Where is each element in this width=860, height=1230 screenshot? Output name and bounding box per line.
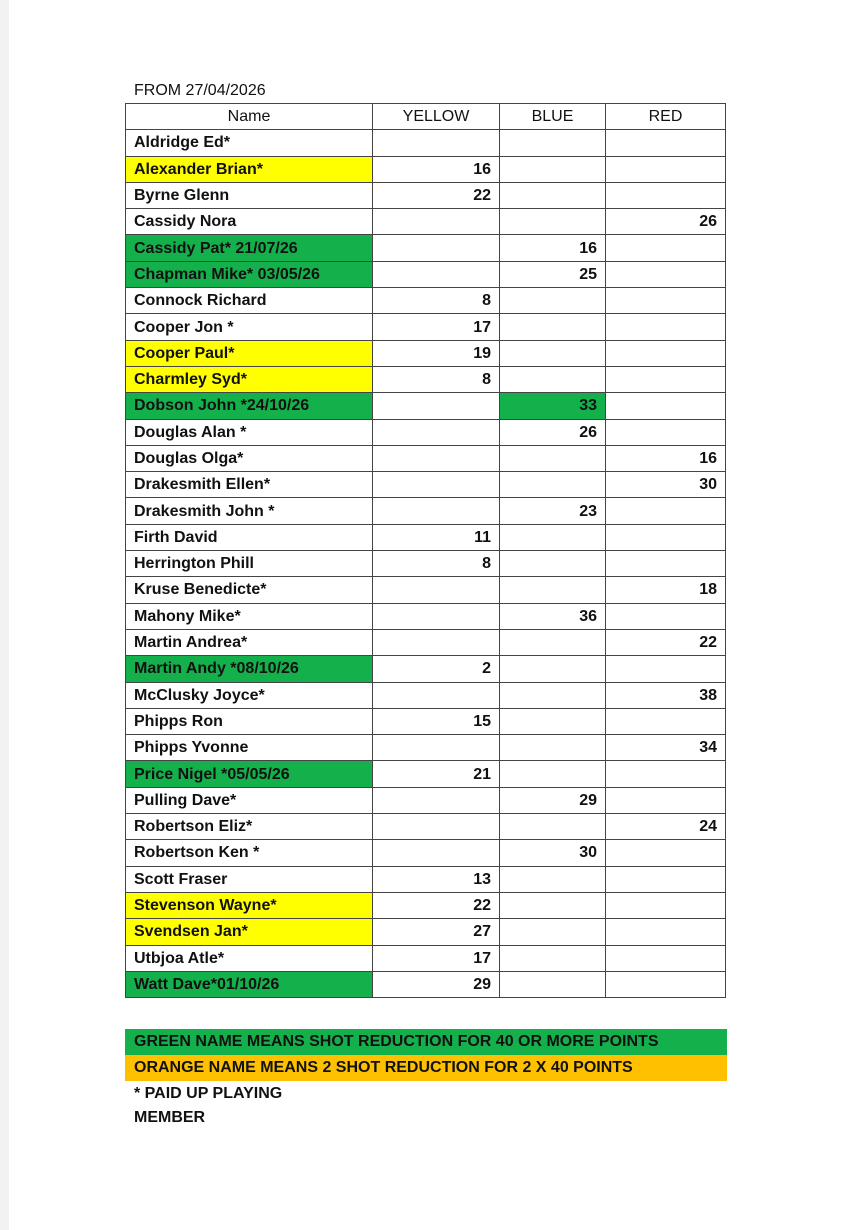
table-row xyxy=(126,761,726,787)
player-name-cell: Price Nigel *05/05/26 xyxy=(126,761,373,787)
blue-score-cell: 29 xyxy=(500,787,606,813)
yellow-score-cell: 27 xyxy=(373,919,500,945)
yellow-score-cell: 8 xyxy=(373,551,500,577)
yellow-score-cell xyxy=(373,419,500,445)
blue-score-cell xyxy=(500,919,606,945)
player-name-cell: Herrington Phill xyxy=(126,551,373,577)
blue-score-cell xyxy=(500,892,606,918)
legend-green: GREEN NAME MEANS SHOT REDUCTION FOR 40 OR MORE POINTS xyxy=(125,1029,727,1055)
blue-score-cell xyxy=(500,340,606,366)
red-score-cell xyxy=(606,524,726,550)
yellow-score-cell: 15 xyxy=(373,708,500,734)
red-score-cell xyxy=(606,235,726,261)
yellow-score-cell xyxy=(373,445,500,471)
table-row xyxy=(126,551,726,577)
blue-score-cell xyxy=(500,945,606,971)
table-row xyxy=(126,288,726,314)
footnote-line-1: * PAID UP PLAYING xyxy=(134,1085,283,1102)
player-name-cell: Charmley Syd* xyxy=(126,366,373,392)
player-name-cell: Drakesmith Ellen* xyxy=(126,472,373,498)
yellow-score-cell: 21 xyxy=(373,761,500,787)
red-score-cell: 38 xyxy=(606,682,726,708)
player-name-cell: Svendsen Jan* xyxy=(126,919,373,945)
blue-score-cell xyxy=(500,708,606,734)
blue-score-cell xyxy=(500,577,606,603)
red-score-cell xyxy=(606,919,726,945)
red-score-cell xyxy=(606,419,726,445)
yellow-score-cell: 2 xyxy=(373,656,500,682)
player-name-cell: Alexander Brian* xyxy=(126,156,373,182)
table-row xyxy=(126,393,726,419)
table-row xyxy=(126,656,726,682)
table-row xyxy=(126,814,726,840)
player-name-cell: Firth David xyxy=(126,524,373,550)
red-score-cell xyxy=(606,603,726,629)
red-score-cell xyxy=(606,366,726,392)
blue-score-cell xyxy=(500,288,606,314)
red-score-cell: 22 xyxy=(606,629,726,655)
yellow-score-cell: 17 xyxy=(373,945,500,971)
table-row xyxy=(126,629,726,655)
red-score-cell xyxy=(606,840,726,866)
blue-score-cell xyxy=(500,971,606,997)
yellow-score-cell xyxy=(373,577,500,603)
player-name-cell: Scott Fraser xyxy=(126,866,373,892)
blue-score-cell: 33 xyxy=(500,393,606,419)
handicap-table xyxy=(125,103,726,998)
red-score-cell: 30 xyxy=(606,472,726,498)
table-row xyxy=(126,182,726,208)
player-name-cell: Utbjoa Atle* xyxy=(126,945,373,971)
blue-score-cell: 23 xyxy=(500,498,606,524)
player-name-cell: Cassidy Nora xyxy=(126,209,373,235)
table-row xyxy=(126,892,726,918)
yellow-score-cell: 16 xyxy=(373,156,500,182)
blue-score-cell: 26 xyxy=(500,419,606,445)
yellow-score-cell: 13 xyxy=(373,866,500,892)
legend-orange: ORANGE NAME MEANS 2 SHOT REDUCTION FOR 2 X 40 POINTS xyxy=(125,1055,727,1081)
table-row xyxy=(126,787,726,813)
column-header-yellow: YELLOW xyxy=(373,104,500,130)
footnote-line-2: MEMBER xyxy=(134,1109,206,1126)
blue-score-cell xyxy=(500,156,606,182)
player-name-cell: McClusky Joyce* xyxy=(126,682,373,708)
blue-score-cell xyxy=(500,814,606,840)
table-body xyxy=(126,130,726,998)
red-score-cell xyxy=(606,787,726,813)
player-name-cell: Phipps Yvonne xyxy=(126,735,373,761)
yellow-score-cell xyxy=(373,261,500,287)
red-score-cell xyxy=(606,761,726,787)
red-score-cell xyxy=(606,340,726,366)
player-name-cell: Byrne Glenn xyxy=(126,182,373,208)
player-name-cell: Watt Dave*01/10/26 xyxy=(126,971,373,997)
yellow-score-cell: 29 xyxy=(373,971,500,997)
yellow-score-cell xyxy=(373,787,500,813)
red-score-cell: 16 xyxy=(606,445,726,471)
blue-score-cell xyxy=(500,445,606,471)
red-score-cell: 34 xyxy=(606,735,726,761)
yellow-score-cell xyxy=(373,735,500,761)
player-name-cell: Douglas Olga* xyxy=(126,445,373,471)
yellow-score-cell: 22 xyxy=(373,182,500,208)
yellow-score-cell xyxy=(373,472,500,498)
player-name-cell: Drakesmith John * xyxy=(126,498,373,524)
table-row xyxy=(126,866,726,892)
yellow-score-cell xyxy=(373,498,500,524)
table-row xyxy=(126,130,726,156)
blue-score-cell xyxy=(500,524,606,550)
red-score-cell xyxy=(606,314,726,340)
yellow-score-cell xyxy=(373,603,500,629)
column-header-name: Name xyxy=(126,104,373,130)
table-row xyxy=(126,682,726,708)
column-header-blue: BLUE xyxy=(500,104,606,130)
table-row xyxy=(126,919,726,945)
red-score-cell: 24 xyxy=(606,814,726,840)
red-score-cell xyxy=(606,656,726,682)
red-score-cell xyxy=(606,288,726,314)
player-name-cell: Mahony Mike* xyxy=(126,603,373,629)
table-row xyxy=(126,445,726,471)
table-row xyxy=(126,235,726,261)
player-name-cell: Dobson John *24/10/26 xyxy=(126,393,373,419)
yellow-score-cell xyxy=(373,629,500,655)
player-name-cell: Martin Andy *08/10/26 xyxy=(126,656,373,682)
table-row xyxy=(126,577,726,603)
yellow-score-cell xyxy=(373,130,500,156)
red-score-cell xyxy=(606,971,726,997)
yellow-score-cell xyxy=(373,682,500,708)
red-score-cell xyxy=(606,156,726,182)
player-name-cell: Stevenson Wayne* xyxy=(126,892,373,918)
blue-score-cell xyxy=(500,209,606,235)
player-name-cell: Cooper Jon * xyxy=(126,314,373,340)
yellow-score-cell xyxy=(373,840,500,866)
red-score-cell xyxy=(606,892,726,918)
red-score-cell xyxy=(606,182,726,208)
table-row xyxy=(126,472,726,498)
player-name-cell: Pulling Dave* xyxy=(126,787,373,813)
player-name-cell: Robertson Eliz* xyxy=(126,814,373,840)
blue-score-cell xyxy=(500,366,606,392)
yellow-score-cell xyxy=(373,814,500,840)
blue-score-cell xyxy=(500,735,606,761)
table-row xyxy=(126,340,726,366)
table-row xyxy=(126,209,726,235)
blue-score-cell xyxy=(500,130,606,156)
blue-score-cell: 25 xyxy=(500,261,606,287)
table-row xyxy=(126,524,726,550)
yellow-score-cell: 19 xyxy=(373,340,500,366)
red-score-cell xyxy=(606,708,726,734)
red-score-cell: 26 xyxy=(606,209,726,235)
blue-score-cell: 16 xyxy=(500,235,606,261)
red-score-cell: 18 xyxy=(606,577,726,603)
player-name-cell: Robertson Ken * xyxy=(126,840,373,866)
player-name-cell: Aldridge Ed* xyxy=(126,130,373,156)
yellow-score-cell: 22 xyxy=(373,892,500,918)
blue-score-cell xyxy=(500,656,606,682)
red-score-cell xyxy=(606,498,726,524)
player-name-cell: Cassidy Pat* 21/07/26 xyxy=(126,235,373,261)
yellow-score-cell xyxy=(373,209,500,235)
blue-score-cell xyxy=(500,761,606,787)
table-row xyxy=(126,735,726,761)
table-row xyxy=(126,366,726,392)
table-row xyxy=(126,261,726,287)
yellow-score-cell xyxy=(373,393,500,419)
table-row xyxy=(126,419,726,445)
red-score-cell xyxy=(606,551,726,577)
from-date-label: FROM 27/04/2026 xyxy=(134,82,266,99)
yellow-score-cell: 11 xyxy=(373,524,500,550)
column-header-red: RED xyxy=(606,104,726,130)
red-score-cell xyxy=(606,945,726,971)
blue-score-cell xyxy=(500,472,606,498)
table-header-row xyxy=(126,104,726,130)
blue-score-cell xyxy=(500,866,606,892)
red-score-cell xyxy=(606,261,726,287)
blue-score-cell xyxy=(500,682,606,708)
blue-score-cell xyxy=(500,629,606,655)
blue-score-cell xyxy=(500,314,606,340)
yellow-score-cell: 8 xyxy=(373,288,500,314)
table-row xyxy=(126,603,726,629)
blue-score-cell xyxy=(500,551,606,577)
player-name-cell: Phipps Ron xyxy=(126,708,373,734)
red-score-cell xyxy=(606,393,726,419)
player-name-cell: Kruse Benedicte* xyxy=(126,577,373,603)
yellow-score-cell xyxy=(373,235,500,261)
table-row xyxy=(126,314,726,340)
table-row xyxy=(126,498,726,524)
player-name-cell: Connock Richard xyxy=(126,288,373,314)
player-name-cell: Cooper Paul* xyxy=(126,340,373,366)
player-name-cell: Chapman Mike* 03/05/26 xyxy=(126,261,373,287)
yellow-score-cell: 17 xyxy=(373,314,500,340)
footnote xyxy=(134,1082,334,1130)
table-row xyxy=(126,840,726,866)
blue-score-cell: 30 xyxy=(500,840,606,866)
table-row xyxy=(126,971,726,997)
red-score-cell xyxy=(606,866,726,892)
red-score-cell xyxy=(606,130,726,156)
player-name-cell: Douglas Alan * xyxy=(126,419,373,445)
player-name-cell: Martin Andrea* xyxy=(126,629,373,655)
blue-score-cell: 36 xyxy=(500,603,606,629)
blue-score-cell xyxy=(500,182,606,208)
table-row xyxy=(126,708,726,734)
yellow-score-cell: 8 xyxy=(373,366,500,392)
table-row xyxy=(126,945,726,971)
table-row xyxy=(126,156,726,182)
